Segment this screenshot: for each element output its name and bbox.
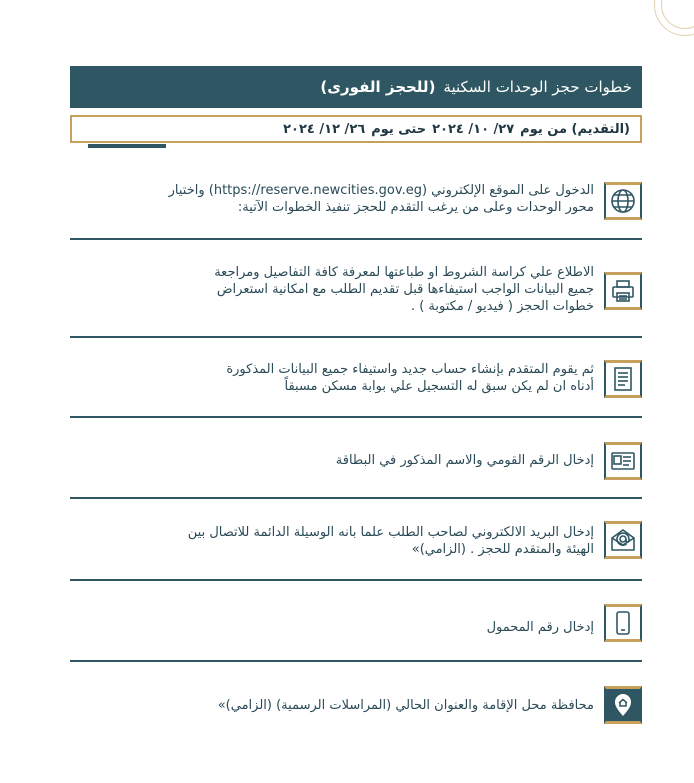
step-item	[70, 358, 642, 402]
step-text: محافظة محل الإقامة والعنوان الحالي (المراسلات الرسمية) (الزامي)»	[217, 698, 594, 713]
seal-watermark	[654, 0, 694, 36]
step-item	[70, 604, 642, 644]
step-text: الدخول على الموقع الإلكتروني (https://reserve.newcities.gov.eg) واختيار محور الوحدات وعلى من يرغب التقدم للحجز تنفيذ الخطوات الآتية:	[168, 183, 594, 215]
website-link[interactable]: (https://reserve.newcities.gov.eg)	[208, 183, 428, 198]
divider	[70, 336, 642, 338]
step-item	[70, 180, 642, 224]
step-item	[70, 262, 642, 324]
dates-start: ٢٧/ ١٠/ ٢٠٢٤	[432, 121, 515, 137]
page-title-highlight: (للحجز الفورى)	[320, 78, 436, 96]
decorative-underline	[88, 144, 166, 148]
printer-icon	[604, 272, 642, 310]
step-text: إدخال البريد الالكتروني لصاحب الطلب علما بانه الوسيلة الدائمة للاتصال بين الهيئة والمتقدم للحجز . (الزامي)»	[187, 525, 594, 557]
email-icon	[604, 521, 642, 559]
document-icon	[604, 360, 642, 398]
step-text: ثم يقوم المتقدم بإنشاء حساب جديد واستيفاء جميع البيانات المذكورة أدناه ان لم يكن سبق له التسجيل علي بوابة مسكن مسبقاً	[226, 362, 594, 394]
divider	[70, 497, 642, 499]
location-home-icon	[604, 686, 642, 724]
dates-prefix: (التقديم) من يوم	[520, 121, 630, 137]
section-title-bar	[70, 66, 642, 108]
dates-middle: حتى يوم	[371, 121, 427, 137]
step-text: إدخال الرقم القومي والاسم المذكور في البطاقة	[335, 453, 594, 468]
application-dates	[70, 115, 642, 143]
page-title: خطوات حجز الوحدات السكنية	[443, 78, 632, 96]
divider	[70, 238, 642, 240]
step-item	[70, 442, 642, 482]
divider	[70, 579, 642, 581]
step-text: إدخال رقم المحمول	[486, 620, 594, 635]
divider	[70, 660, 642, 662]
dates-end: ٢٦/ ١٢/ ٢٠٢٤	[283, 121, 366, 137]
globe-icon	[604, 182, 642, 220]
step-text: الاطلاع علي كراسة الشروط او طباعتها لمعرفة كافة التفاصيل ومراجعة جميع البيانات الواجب استيفاءها قبل تقديم الطلب مع امكانية استعراض خطوات الحجز ( فيديو / مكتوبة ) .	[214, 265, 594, 314]
step-item	[70, 521, 642, 565]
step-item	[70, 686, 642, 726]
mobile-icon	[604, 604, 642, 642]
divider	[70, 416, 642, 418]
id-card-icon	[604, 442, 642, 480]
